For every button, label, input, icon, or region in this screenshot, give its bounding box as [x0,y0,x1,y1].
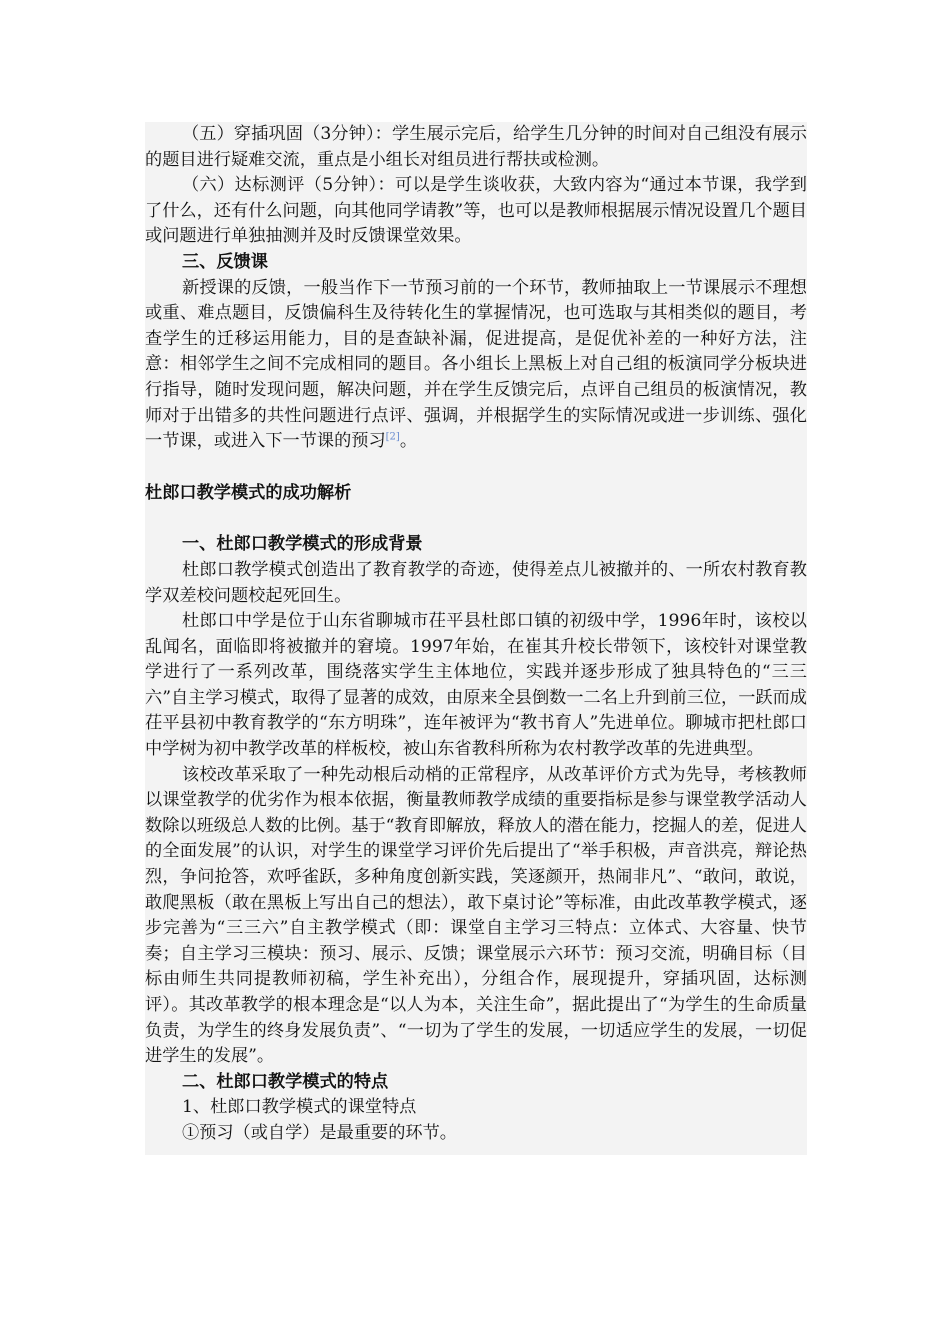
paragraph-classroom-features: 1、杜郎口教学模式的课堂特点 [181,1097,417,1118]
paragraph-school-history: 杜郎口中学是位于山东省聊城市茌平县杜郎口镇的初级中学，1996年时，该校以乱闻名，面临即将被撤并的窘境。1997年始，在崔其升校长带领下，该校针对课堂教学进行了一系列改革，围绕落实学生主体地位，实践并逐步形成了独具特色的“三三六”自主学习模式，取得了显著的成效，由原来全县倒数一二名上升到前三位，一跃而成茌平县初中教育教学的“东方明珠”，连年被评为“教书育人”先进单位。聊城市把杜郎口中学树为初中教学改革的样板校，被山东省教科所称为农村教学改革的先进典型。 [145,611,807,760]
citation-reference-link[interactable]: [2] [385,431,400,443]
paragraph-feedback-text: 新授课的反馈，一般当作下一节预习前的一个环节，教师抽取上一节课展示不理想或重、难点题目，反馈偏科生及待转化生的掌握情况，也可选取与其相类似的题目，考查学生的迁移运用能力，目的是查缺补漏，促进提高，是促优补差的一种好方法，注意：相邻学生之间不完成相同的题目。各小组长上黑板上对自己组的板演同学分板块进行指导，随时发现问题，解决问题，并在学生反馈完后，点评自己组员的板演情况，教师对于出错多的共性问题进行点评、强调，并根据学生的实际情况或进一步训练、强化一节课，或进入下一节课的预习 [145,277,807,452]
paragraph-preview-step: ①预习（或自学）是最重要的环节。 [181,1122,457,1143]
heading-model-features: 二、杜郎口教学模式的特点 [181,1071,389,1092]
heading-formation-background: 一、杜郎口教学模式的形成背景 [181,534,423,555]
paragraph-step-five: （五）穿插巩固（3分钟）：学生展示完后，给学生几分钟的时间对自己组没有展示的题目进行疑难交流，重点是小组长对组员进行帮扶或检测。 [145,124,807,170]
paragraph-reform: 该校改革采取了一种先动根后动梢的正常程序，从改革评价方式为先导，考核教师以课堂教学的优劣作为根本依据，衡量教师教学成绩的重要指标是参与课堂教学活动人数除以班级总人数的比例。基于“教育即解放，释放人的潜在能力，挖掘人的差，促进人的全面发展”的认识，对学生的课堂学习评价先后提出了“举手积极，声音洪亮，辩论热烈，争问抢答，欢呼雀跃，多种角度创新实践，笑逐颜开，热闹非凡”、“敢问，敢说，敢爬黑板（敢在黑板上写出自己的想法），敢下桌讨论”等标准，由此改革教学模式，逐步完善为“三三六”自主教学模式（即：课堂自主学习三特点：立体式、大容量、快节奏；自主学习三模块：预习、展示、反馈；课堂展示六环节：预习交流，明确目标（目标由师生共同提教师初稿，学生补充出），分组合作，展现提升，穿插巩固，达标测评）。其改革教学的根本理念是“以人为本，关注生命”，据此提出了“为学生的生命质量负责，为学生的终身发展负责”、“一切为了学生的发展，一切适应学生的发展，一切促进学生的发展”。 [145,764,807,1067]
paragraph-feedback [145,276,807,455]
paragraph-step-six: （六）达标测评（5分钟）：可以是学生谈收获，大致内容为“通过本节课，我学到了什么，还有什么问题，向其他同学请教”等，也可以是教师根据展示情况设置几个题目或问题进行单独抽测并及时反馈课堂效果。 [145,175,807,247]
paragraph-feedback-end: 。 [399,431,418,452]
heading-feedback-class: 三、反馈课 [181,251,268,272]
paragraph-miracle: 杜郎口教学模式创造出了教育教学的奇迹，使得差点儿被撤并的、一所农村教育教学双差校问题校起死回生。 [145,559,807,606]
document-body [145,122,807,1155]
section-title: 杜郎口教学模式的成功解析 [145,482,352,503]
